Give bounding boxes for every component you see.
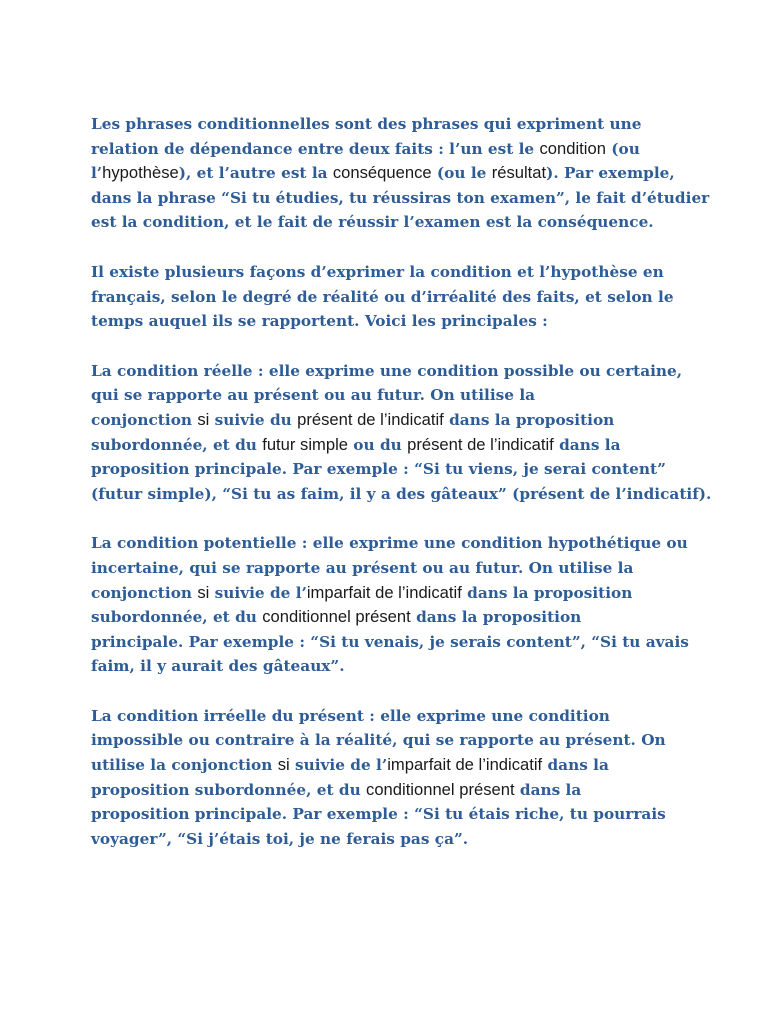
paragraph: [91, 260, 681, 334]
text-run-regular: conditionnel présent: [366, 779, 515, 799]
text-run-regular: futur simple: [262, 434, 348, 454]
text-run-emphasis: voyager”, “Si j’étais toi, je ne ferais pas ça”.: [91, 829, 469, 848]
text-run-emphasis: est la condition, et le fait de réussir l’examen est la conséquence.: [91, 213, 654, 232]
text-line: [91, 630, 689, 655]
text-line: [91, 605, 681, 630]
text-run-emphasis: proposition principale. Par exemple : “Si tu étais riche, tu pourrais: [91, 805, 666, 824]
text-line: [91, 581, 681, 606]
text-run-emphasis: ), et l’autre est la: [178, 164, 333, 183]
paragraph: [91, 704, 681, 852]
text-line: [91, 531, 688, 556]
text-run-emphasis: l’: [91, 164, 103, 183]
text-run-emphasis: suivie de l’: [209, 583, 307, 602]
text-run-emphasis: (ou le: [431, 164, 492, 183]
text-run-emphasis: La condition potentielle : elle exprime une condition hypothétique ou: [91, 534, 688, 553]
text-run-emphasis: temps auquel ils se rapportent. Voici les principales :: [91, 312, 548, 331]
text-run-emphasis: (futur simple), “Si tu as faim, il y a des gâteaux” (présent de l’indicatif).: [91, 484, 712, 503]
text-line: [91, 728, 681, 753]
text-run-emphasis: ou du: [347, 435, 408, 454]
text-line: [91, 309, 681, 334]
text-run-emphasis: suivie du: [209, 410, 298, 429]
text-line: [91, 482, 712, 507]
text-run-regular: présent de l’indicatif: [297, 409, 444, 429]
text-run-emphasis: Il existe plusieurs façons d’exprimer la condition et l’hypothèse en: [91, 262, 664, 281]
text-run-emphasis: (ou: [605, 139, 640, 158]
text-run-regular: imparfait de l’indicatif: [306, 582, 462, 602]
text-run-emphasis: incertaine, qui se rapporte au présent ou au futur. On utilise la: [91, 558, 634, 577]
text-run-emphasis: La condition irréelle du présent : elle exprime une condition: [91, 706, 610, 725]
text-run-emphasis: subordonnée, et du: [91, 608, 263, 627]
text-line: [91, 285, 681, 310]
text-run-emphasis: conjonction: [91, 583, 198, 602]
text-run-emphasis: dans la proposition: [410, 608, 582, 627]
text-line: [91, 778, 681, 803]
text-line: [91, 457, 681, 482]
text-run-emphasis: dans la: [553, 435, 621, 454]
text-line: [91, 359, 681, 384]
text-line: [91, 112, 681, 137]
text-run-emphasis: subordonnée, et du: [91, 435, 263, 454]
text-run-emphasis: dans la phrase “Si tu étudies, tu réussiras ton examen”, le fait d’étudier: [91, 188, 710, 207]
text-run-emphasis: conjonction: [91, 410, 198, 429]
text-run-emphasis: La condition réelle : elle exprime une condition possible ou certaine,: [91, 361, 683, 380]
paragraph: [91, 531, 689, 679]
text-run-emphasis: faim, il y aurait des gâteaux”.: [91, 657, 345, 676]
text-line: [91, 704, 681, 729]
text-run-regular: si: [197, 582, 210, 602]
text-run-regular: si: [197, 409, 210, 429]
text-run-emphasis: Les phrases conditionnelles sont des phrases qui expriment une: [91, 115, 642, 133]
text-run-emphasis: relation de dépendance entre deux faits : l’un est le: [91, 139, 540, 158]
text-run-regular: imparfait de l’indicatif: [387, 755, 543, 775]
text-run-emphasis: dans la proposition: [461, 583, 633, 602]
text-run-emphasis: dans la: [514, 780, 582, 799]
document-body: [91, 112, 712, 876]
text-run-emphasis: ). Par exemple,: [546, 164, 675, 183]
paragraph: [91, 359, 712, 507]
text-run-emphasis: impossible ou contraire à la réalité, qui se rapporte au présent. On: [91, 731, 666, 750]
text-line: [91, 802, 681, 827]
text-run-emphasis: proposition principale. Par exemple : “Si tu viens, je serai content”: [91, 460, 666, 479]
text-line: [91, 260, 681, 285]
text-run-regular: conditionnel présent: [262, 607, 411, 627]
text-run-regular: hypothèse: [102, 163, 179, 183]
text-run-regular: si: [277, 755, 290, 775]
text-line: [91, 753, 681, 778]
text-line: [91, 137, 681, 162]
text-run-regular: résultat: [491, 163, 547, 183]
text-line: [91, 408, 681, 433]
text-run-emphasis: dans la: [542, 756, 609, 775]
text-line: [91, 654, 681, 679]
text-run-emphasis: dans la proposition: [443, 410, 615, 429]
text-run-regular: condition: [539, 138, 606, 158]
text-run-regular: conséquence: [332, 163, 432, 183]
text-run-emphasis: suivie de l’: [289, 756, 388, 775]
text-line: [91, 186, 710, 211]
text-run-regular: présent de l’indicatif: [407, 434, 554, 454]
paragraph: [91, 112, 710, 235]
text-line: [91, 556, 681, 581]
text-line: [91, 827, 681, 852]
text-line: [91, 383, 681, 408]
text-run-emphasis: principale. Par exemple : “Si tu venais, je serais content”, “Si tu avais: [91, 632, 689, 651]
text-line: [91, 210, 681, 235]
text-line: [91, 433, 681, 458]
text-run-emphasis: français, selon le degré de réalité ou d’irréalité des faits, et selon le: [91, 287, 674, 306]
text-run-emphasis: qui se rapporte au présent ou au futur. On utilise la: [91, 386, 536, 405]
text-run-emphasis: utilise la conjonction: [91, 756, 278, 775]
text-line: [91, 161, 681, 186]
text-run-emphasis: proposition subordonnée, et du: [91, 780, 367, 799]
